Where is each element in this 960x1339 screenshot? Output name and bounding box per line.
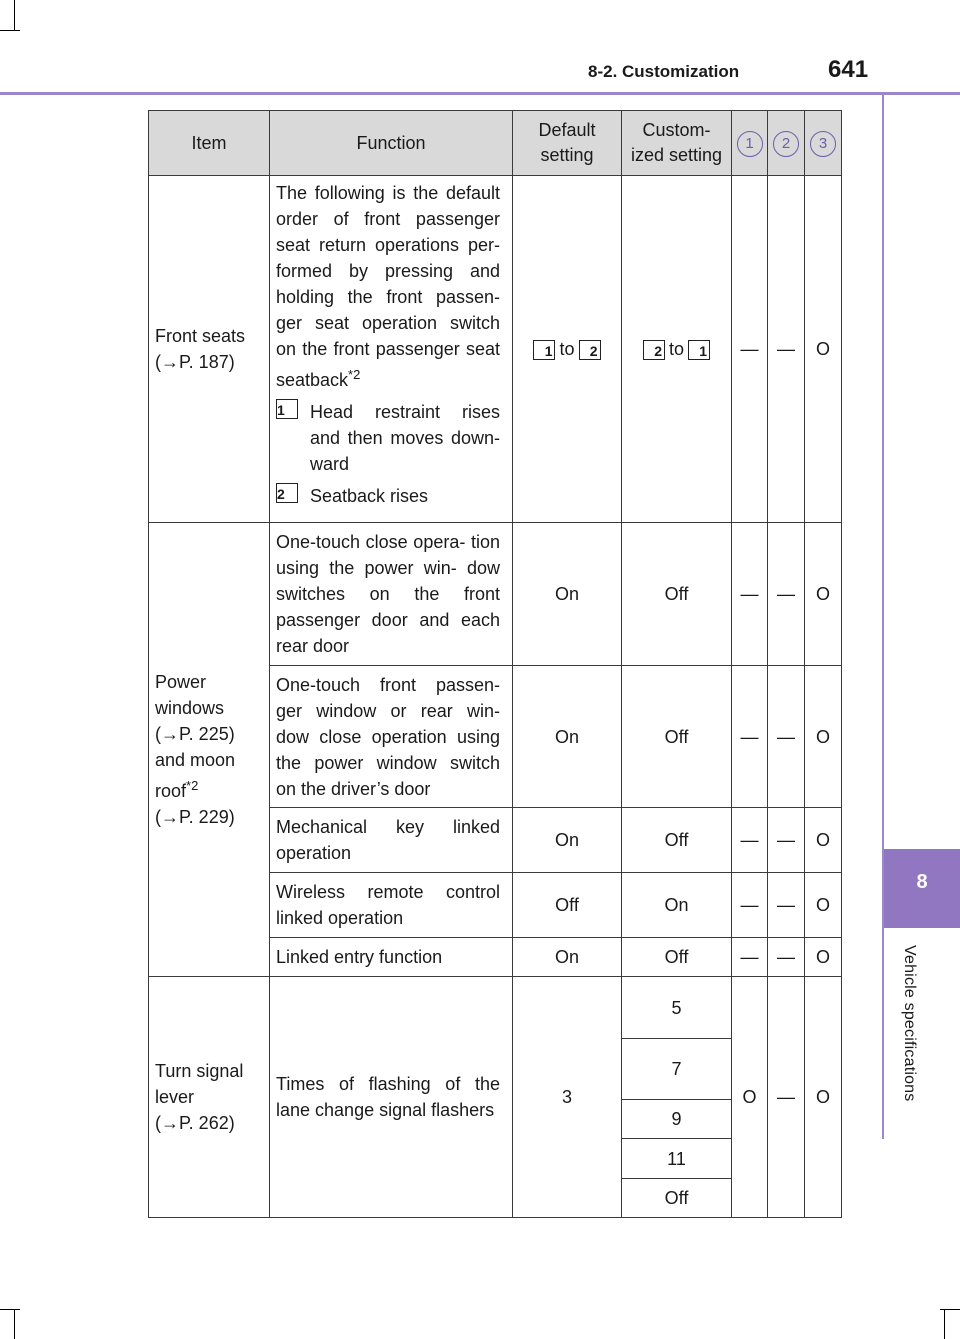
mark-2: — xyxy=(768,523,805,666)
section-title: 8-2. Customization xyxy=(588,62,740,81)
col-function: Function xyxy=(270,111,513,176)
page-ref: (→P. 229) xyxy=(155,807,235,827)
mark-3: O xyxy=(805,977,842,1218)
page-ref: (→P. 187) xyxy=(155,352,235,372)
step-number-box: 2 xyxy=(276,483,298,503)
mark-1: — xyxy=(732,808,768,873)
mark-3: O xyxy=(805,176,842,523)
table-header-row xyxy=(149,111,842,176)
default-cell: On xyxy=(513,523,622,666)
mark-3: O xyxy=(805,523,842,666)
mark-3: O xyxy=(805,873,842,938)
page-ref: (→P. 262) xyxy=(155,1113,235,1133)
col-item: Item xyxy=(149,111,270,176)
chapter-tab[interactable] xyxy=(884,849,960,928)
crop-mark-top-left-h xyxy=(0,30,20,31)
function-cell: Times of flashing of the lane change signal flashers xyxy=(270,977,513,1218)
chapter-label: Vehicle specifications xyxy=(901,945,918,1102)
item-cell: Front seats (→P. 187) xyxy=(149,176,270,523)
custom-cell: Off xyxy=(622,523,732,666)
default-cell: 1 to 2 xyxy=(513,176,622,523)
table-row xyxy=(149,176,842,523)
mark-1: — xyxy=(732,938,768,977)
crop-mark-bottom-right-v xyxy=(944,1309,945,1339)
function-cell: Linked entry function xyxy=(270,938,513,977)
step-1: 1 Head restraint rises and then moves down- ward xyxy=(276,399,500,477)
page-ref: (→P. 225) xyxy=(155,724,235,744)
function-cell: One-touch front passen- ger window or rear win- dow close operation using the power window switch on the driver’s door xyxy=(270,666,513,808)
mark-1: — xyxy=(732,176,768,523)
mark-2: — xyxy=(768,808,805,873)
header-rule xyxy=(0,92,960,95)
circle-3-icon: 3 xyxy=(810,131,836,157)
crop-mark-bottom-left-v xyxy=(14,1309,15,1339)
custom-option: Off xyxy=(622,1179,732,1218)
default-cell: On xyxy=(513,808,622,873)
custom-cell: Off xyxy=(622,666,732,808)
mark-2: — xyxy=(768,176,805,523)
mark-1: — xyxy=(732,523,768,666)
page-number: 641 xyxy=(828,56,869,83)
mark-2: — xyxy=(768,938,805,977)
customization-table xyxy=(148,110,842,1218)
crop-mark-bottom-right-h xyxy=(940,1309,960,1310)
custom-option: 11 xyxy=(622,1139,732,1179)
mark-2: — xyxy=(768,666,805,808)
table-row xyxy=(149,523,842,666)
side-tab-rule xyxy=(882,92,884,1139)
col-1 xyxy=(732,111,768,176)
col-custom: Custom- ized setting xyxy=(622,111,732,176)
default-cell: 3 xyxy=(513,977,622,1218)
circle-2-icon: 2 xyxy=(773,131,799,157)
function-cell: Wireless remote control linked operation xyxy=(270,873,513,938)
col-2 xyxy=(768,111,805,176)
custom-option: 9 xyxy=(622,1100,732,1139)
mark-3: O xyxy=(805,666,842,808)
item-cell: Turn signal lever (→P. 262) xyxy=(149,977,270,1218)
custom-cell: Off xyxy=(622,938,732,977)
mark-1: — xyxy=(732,873,768,938)
mark-1: — xyxy=(732,666,768,808)
default-cell: On xyxy=(513,666,622,808)
mark-2: — xyxy=(768,977,805,1218)
custom-cell: Off xyxy=(622,808,732,873)
mark-3: O xyxy=(805,808,842,873)
chapter-number: 8 xyxy=(916,871,928,893)
step-number-box: 1 xyxy=(276,399,298,419)
default-cell: Off xyxy=(513,873,622,938)
crop-mark-bottom-left-h xyxy=(0,1309,20,1310)
custom-option: 5 xyxy=(622,977,732,1039)
function-cell: Mechanical key linked operation xyxy=(270,808,513,873)
custom-cell: 2 to 1 xyxy=(622,176,732,523)
step-2: 2 Seatback rises xyxy=(276,483,500,509)
mark-1: O xyxy=(732,977,768,1218)
mark-3: O xyxy=(805,938,842,977)
function-cell: The following is the default order of front passenger seat return operations per- formed by pressing and holding the front passen- ger seat operation switch on the front passenger seat seatback$^{*2}$ 1 Head restraint rises and then moves down- ward 2 Seatback rises xyxy=(270,176,513,523)
custom-cell: On xyxy=(622,873,732,938)
circle-1-icon: 1 xyxy=(737,131,763,157)
default-cell: On xyxy=(513,938,622,977)
col-3 xyxy=(805,111,842,176)
col-default: Default setting xyxy=(513,111,622,176)
function-cell: One-touch close opera- tion using the power win- dow switches on the front passenger door and each rear door xyxy=(270,523,513,666)
custom-option: 7 xyxy=(622,1039,732,1100)
table-row xyxy=(149,977,842,1039)
crop-mark-top-left-v xyxy=(14,0,15,30)
item-cell: Power windows (→P. 225) and moon roof$^{*2}$ (→P. 229) xyxy=(149,523,270,977)
mark-2: — xyxy=(768,873,805,938)
